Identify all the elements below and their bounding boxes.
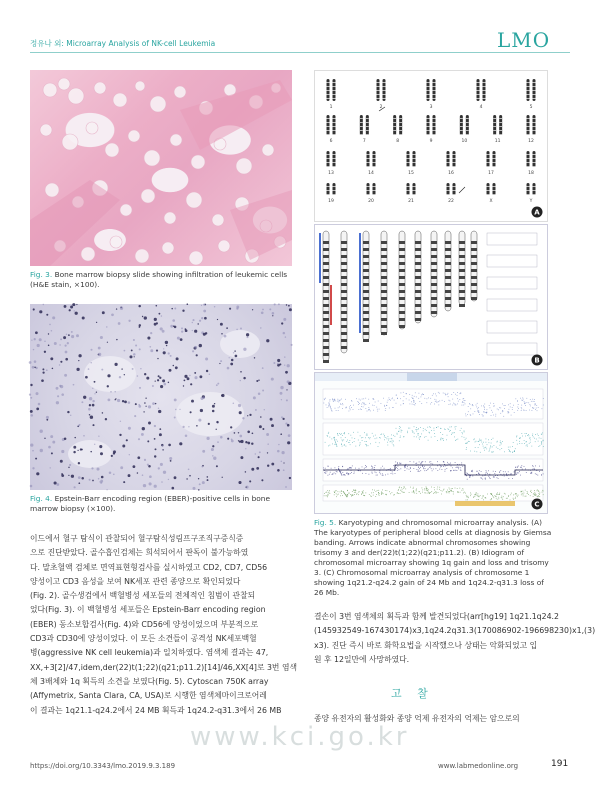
chromosome-pair	[427, 79, 436, 101]
chromosome-number: 9	[429, 139, 433, 144]
chromosome-number: 12	[528, 139, 534, 144]
panel-badge-a	[532, 207, 543, 218]
loss-marker	[330, 285, 332, 325]
right-column-line: x3). 진단 즉시 바로 화학요법을 시작했으나 상태는 악화되었고 입	[314, 640, 538, 650]
left-column-line: XX,+3[2]/47,idem,der(22)t(1;22)(q21;p11.2)[14]/46,XX[4]로 3번 염색	[30, 662, 298, 672]
fig3-texture	[30, 70, 292, 266]
journal-logo: LMO	[497, 28, 551, 52]
array-track	[323, 389, 544, 419]
fig5-panel-b-idiogram	[314, 224, 548, 370]
panel-badge-c	[532, 499, 543, 510]
chromosome-number: 3	[429, 105, 433, 110]
idiogram-chromosome	[381, 231, 387, 335]
chromosome-number: 6	[329, 139, 333, 144]
chromosome-pair	[393, 115, 402, 135]
left-column-line: 었다(Fig. 3). 이 백혈병성 세포들은 Epstein-Barr encoding region	[30, 605, 266, 615]
left-column-line: 이드에서 혈구 탐식이 관찰되어 혈구탐식성림프구조직구증식증	[30, 534, 244, 543]
fig4-dots	[30, 304, 292, 490]
chromosome-number: 22	[448, 199, 454, 204]
footer-url[interactable]: www.labmedonline.org	[438, 762, 519, 770]
left-column-line: 양성이고 CD3 음성을 보여 NK세포 관련 종양으로 확인되었다	[30, 576, 241, 586]
chromosome-number: 18	[528, 171, 534, 176]
left-column-line: 체 3배체와 1q 획득의 소견을 보였다(Fig. 5). Cytoscan 750K array	[30, 676, 269, 686]
chromosome-number: 19	[328, 199, 334, 204]
chromosome-pair	[487, 183, 496, 195]
left-column-line: (EBER) 동소보합검사(Fig. 4)와 CD56에 양성이었으며 부분적으로	[30, 619, 259, 629]
chromosome-pair	[407, 183, 416, 195]
right-column-line: 원 후 12일만에 사망하였다.	[314, 654, 410, 664]
right-column-line: 결손이 3번 염색체의 획득과 함께 발견되었다(arr[hg19] 1q21.1q24.2	[314, 612, 559, 621]
chromosome-number: 1	[329, 105, 333, 110]
page-number: 191	[551, 759, 569, 769]
svg-text:A: A	[534, 208, 540, 217]
chromosome-pair	[327, 151, 336, 167]
header-rule	[30, 52, 570, 53]
footer-doi[interactable]: https://doi.org/10.3343/lmo.2019.9.3.189	[30, 762, 176, 770]
chromosome-number: 13	[328, 171, 334, 176]
discussion-first-line: 종양 유전자의 활성화와 종양 억제 유전자의 억제는 암으로의	[314, 714, 520, 723]
chromosome-number: 2	[379, 105, 383, 110]
idiogram-chromosome	[471, 231, 477, 301]
chromosome-number: 8	[396, 139, 400, 144]
chromosome-number: 17	[488, 171, 494, 176]
chromosome-number: 5	[529, 105, 533, 110]
right-column-line: (145932549-167430174)x3,1q24.2q31.3(170086902-196698230)x1,(3)	[314, 626, 596, 636]
array-track	[323, 459, 544, 481]
fig4-eber-ish-image	[30, 304, 292, 490]
array-track	[323, 485, 544, 501]
panel-badge-b	[532, 355, 543, 366]
fig4-caption	[30, 494, 292, 514]
loss-region-bar	[455, 501, 515, 506]
fig3-bone-marrow-he-image	[30, 70, 292, 266]
right-column-text	[314, 610, 596, 667]
chromosome-number: 11	[494, 139, 501, 144]
fig5-panel-a-karyotype	[314, 70, 548, 222]
chromosome-pair	[477, 79, 486, 101]
idiogram-chromosome	[399, 231, 405, 329]
fig4-label: Fig. 4.	[30, 494, 53, 503]
karyotype-chromosomes	[315, 71, 547, 221]
chromosome-pair	[327, 79, 336, 101]
left-column-line: 으로 진단받았다. 골수흡인검체는 희석되어서 판독이 불가능하였	[30, 548, 249, 558]
chromosome-pair	[407, 151, 416, 167]
left-column-line: 병(aggressive NK cell leukemia)과 일치하였다. 염색체 결과는 47,	[30, 648, 269, 658]
fig5-caption-text: Karyotyping and chromosomal microarray analysis. (A) The karyotypes of peripheral blood cells at diagnosis by Giemsa banding. Arrows indicate abnormal chromosomes showing trisomy 3 and der(22)t(1;22)(q21;p11.2). (B) Idiogram of chromosomal microarray showing 1q gain and loss and trisomy 3. (C) Chromosomal microarray analysis of chromosome 1 showing 1q21.2-q24.2 gain of 24 Mb and 1q24.2-q31.3 loss of 26 Mb.	[314, 518, 552, 597]
idiogram-chromosome	[415, 231, 421, 323]
left-column-line: (Fig. 2). 골수생검에서 백혈병성 세포들의 전체적인 침범이 관찰되	[30, 591, 256, 601]
chromosome-pair	[427, 115, 436, 135]
abnormal-arrow	[459, 187, 465, 193]
array-track	[323, 423, 544, 455]
svg-text:C: C	[534, 500, 540, 509]
chromosome-pair	[377, 79, 386, 101]
chromosome-pair	[327, 183, 336, 195]
chromosome-pair	[367, 183, 376, 195]
left-column-line: 이 결과는 1q21.1-q24.2에서 24 MB 획득과 1q24.2-q31.3에서 26 MB	[30, 705, 282, 715]
chromosome-pair	[527, 79, 536, 101]
chromosome-pair	[447, 151, 456, 167]
chromosome-pair	[360, 115, 369, 135]
chromosome-pair	[460, 115, 469, 135]
fig3-caption	[30, 270, 292, 290]
chromosome-pair	[527, 183, 536, 195]
chromosome-pair	[327, 115, 336, 135]
chromosome-number: X	[489, 199, 493, 204]
section-heading-discussion: 고 찰	[391, 687, 434, 700]
left-column-text	[30, 532, 298, 718]
chromosome-pair	[447, 183, 456, 195]
left-column-line: 다. 말초혈액 검체로 면역표현형검사를 실시하였고 CD2, CD7, CD56	[30, 562, 268, 572]
chromosome-number: 10	[461, 139, 468, 144]
left-column-line: CD3과 CD30에 양성이었다. 이 모든 소견들이 공격성 NK세포백혈	[30, 634, 257, 644]
idiogram-chromosome	[341, 231, 347, 353]
idiogram-chromosomes	[315, 225, 547, 369]
fig5-panel-c-microarray	[314, 372, 548, 514]
chromosome-number: 16	[448, 171, 454, 176]
left-column-line: (Affymetrix, Santa Clara, CA, USA)로 시행한 염색체마이크로어레	[30, 691, 267, 701]
chromosome-number: Y	[529, 199, 533, 204]
idiogram-chromosome	[445, 231, 451, 311]
chromosome-pair	[527, 115, 536, 135]
fig5-caption	[314, 518, 554, 598]
idiogram-chromosome	[431, 231, 437, 317]
chromosome-pair	[493, 115, 502, 135]
watermark: www.kci.go.kr	[190, 722, 410, 752]
idiogram-chromosome	[459, 231, 465, 307]
fig5-label: Fig. 5.	[314, 518, 337, 527]
chromosome-number: 21	[408, 199, 414, 204]
chromosome-number: 20	[368, 199, 374, 204]
gain-marker	[359, 233, 361, 333]
fig3-caption-text: Bone marrow biopsy slide showing infiltration of leukemic cells (H&E stain, ×100).	[30, 270, 288, 289]
idiogram-chromosome	[323, 231, 329, 363]
gain-marker	[319, 233, 321, 283]
chromosome-number: 7	[362, 139, 366, 144]
chromosome-pair	[527, 151, 536, 167]
chromosome-number: 15	[408, 171, 414, 176]
chromosome-number: 4	[479, 105, 483, 110]
chromosome-pair	[487, 151, 496, 167]
fig3-label: Fig. 3.	[30, 270, 53, 279]
microarray-plots	[315, 373, 547, 513]
running-head: 정유나 외: Microarray Analysis of NK-cell Leukemia	[30, 39, 216, 48]
fig4-caption-text: Epstein-Barr encoding region (EBER)-positive cells in bone marrow biopsy (×100).	[30, 494, 271, 513]
idiogram-chromosome	[363, 231, 369, 342]
chromosome-pair	[367, 151, 376, 167]
svg-text:B: B	[534, 356, 540, 365]
chromosome-number: 14	[368, 171, 374, 176]
